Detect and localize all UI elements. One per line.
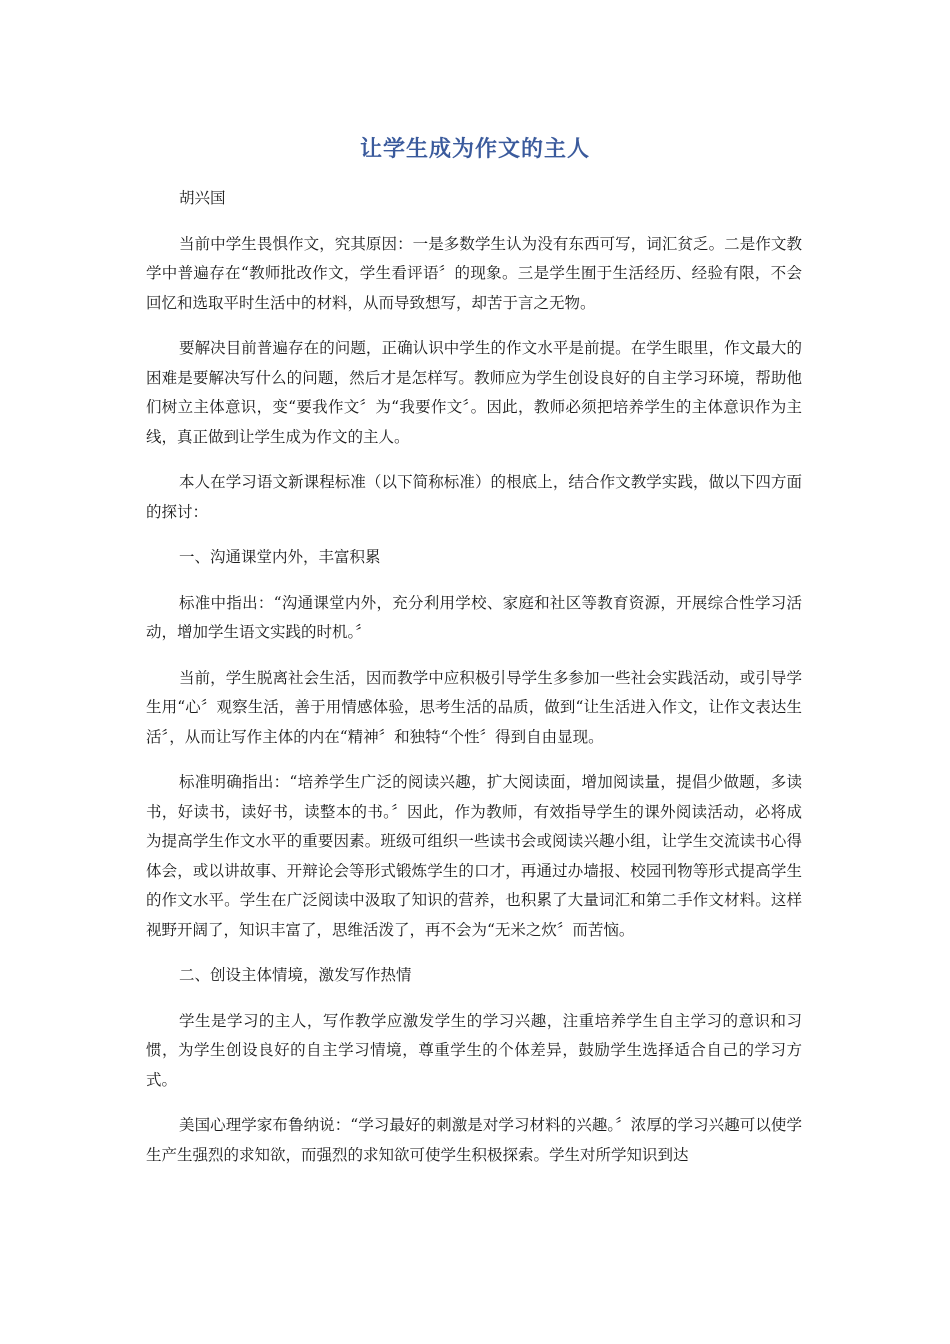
paragraph: 美国心理学家布鲁纳说：“学习最好的刺激是对学习材料的兴趣。〞浓厚的学习兴趣可以使学生产生强烈的求知欲，而强烈的求知欲可使学生积极探索。学生对所学知识到达 — [146, 1116, 802, 1164]
paragraph: 标准中指出：“沟通课堂内外，充分利用学校、家庭和社区等教育资源，开展综合性学习活动，增加学生语文实践的时机。〞 — [146, 593, 802, 641]
document-body — [146, 184, 802, 1186]
paragraph: 当前中学生畏惧作文，究其原因：一是多数学生认为没有东西可写，词汇贫乏。二是作文教学中普遍存在“教师批改作文，学生看评语〞的现象。三是学生囿于生活经历、经验有限，不会回忆和选取平时生活中的材料，从而导致想写，却苦于言之无物。 — [146, 234, 802, 312]
author-name: 胡兴国 — [179, 189, 226, 207]
paragraph: 学生是学习的主人，写作教学应激发学生的学习兴趣，注重培养学生自主学习的意识和习惯，为学生创设良好的自主学习情境，尊重学生的个体差异，鼓励学生选择适合自己的学习方式。 — [146, 1011, 802, 1089]
section-heading: 一、沟通课堂内外，丰富积累 — [179, 548, 381, 566]
section-heading: 二、创设主体情境，激发写作热情 — [179, 966, 412, 984]
paragraph: 标准明确指出：“培养学生广泛的阅读兴趣，扩大阅读面，增加阅读量，提倡少做题，多读书，好读书，读好书，读整本的书。〞因此，作为教师，有效指导学生的课外阅读活动，必将成为提高学生作文水平的重要因素。班级可组织一些读书会或阅读兴趣小组，让学生交流读书心得体会，或以讲故事、开辩论会等形式锻炼学生的口才，再通过办墙报、校园刊物等形式提高学生的作文水平。学生在广泛阅读中汲取了知识的营养，也积累了大量词汇和第二手作文材料。这样视野开阔了，知识丰富了，思维活泼了，再不会为“无米之炊〞而苦恼。 — [146, 773, 802, 939]
paragraph: 要解决目前普遍存在的问题，正确认识中学生的作文水平是前提。在学生眼里，作文最大的困难是要解决写什么的问题，然后才是怎样写。教师应为学生创设良好的自主学习环境，帮助他们树立主体意识，变“要我作文〞为“我要作文〞。因此，教师必须把培养学生的主体意识作为主线，真正做到让学生成为作文的主人。 — [146, 339, 802, 446]
document-title: 让学生成为作文的主人 — [359, 137, 590, 162]
paragraph: 当前，学生脱离社会生活，因而教学中应积极引导学生多参加一些社会实践活动，或引导学生用“心〞观察生活，善于用情感体验，思考生活的品质，做到“让生活进入作文，让作文表达生活〞，从而让写作主体的内在“精神〞和独特“个性〞得到自由显现。 — [146, 668, 802, 746]
paragraph: 本人在学习语文新课程标准（以下简称标准）的根底上，结合作文教学实践，做以下四方面的探讨： — [146, 473, 802, 521]
